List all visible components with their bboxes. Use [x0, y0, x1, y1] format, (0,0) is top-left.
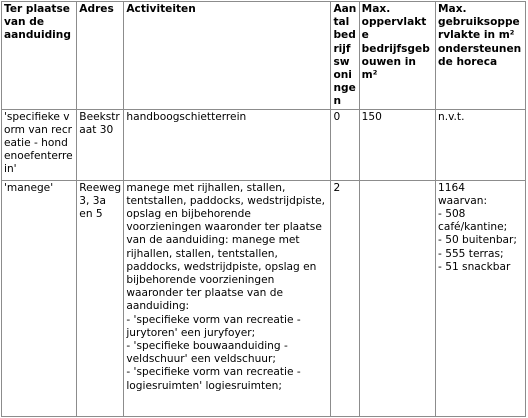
cell-horeca: 1164 waarvan: - 508 café/kantine; - 50 buitenbar; - 555 terras; - 51 snackbar [436, 180, 526, 416]
cell-bedrijfswoningen: 0 [331, 109, 359, 180]
cell-activiteiten: handboogschietterrein [124, 109, 331, 180]
cell-oppervlakte [359, 180, 435, 416]
header-row [2, 2, 526, 110]
cell-adres: Reeweg 3, 3a en 5 [77, 180, 124, 416]
header-aanduiding: Ter plaatse van de aanduiding [2, 2, 77, 110]
cell-aanduiding: 'manege' [2, 180, 77, 416]
cell-horeca: n.v.t. [436, 109, 526, 180]
header-oppervlakte: Max. oppervlakte bedrijfsgebouwen in m² [359, 2, 435, 110]
bestemmingsplan-table [1, 1, 526, 417]
header-horeca: Max. gebruiksoppervlakte in m² ondersteunende horeca [436, 2, 526, 110]
cell-aanduiding: 'specifieke vorm van recreatie - hondenoefenterrein' [2, 109, 77, 180]
table-row [2, 180, 526, 416]
cell-oppervlakte: 150 [359, 109, 435, 180]
header-adres: Adres [77, 2, 124, 110]
table-row [2, 109, 526, 180]
header-bedrijfswoningen: Aantal bedrijfswoningen [331, 2, 359, 110]
header-activiteiten: Activiteiten [124, 2, 331, 110]
cell-adres: Beekstraat 30 [77, 109, 124, 180]
cell-activiteiten: manege met rijhallen, stallen, tentstallen, paddocks, wedstrijdpiste, opslag en bijbehorende voorzieningen waaronder ter plaatse van de aanduiding: manege met rijhallen, stallen, tentstallen, paddocks, wedstrijdpiste, opslag en bijbehorende voorzieningen waaronder ter plaatse van de aanduiding: - 'specifieke vorm van recreatie - jurytoren' een juryfoyer; - 'specifieke bouwaanduiding - veldschuur' een veldschuur; - 'specifieke vorm van recreatie - logiesruimten' logiesruimten; [124, 180, 331, 416]
cell-bedrijfswoningen: 2 [331, 180, 359, 416]
